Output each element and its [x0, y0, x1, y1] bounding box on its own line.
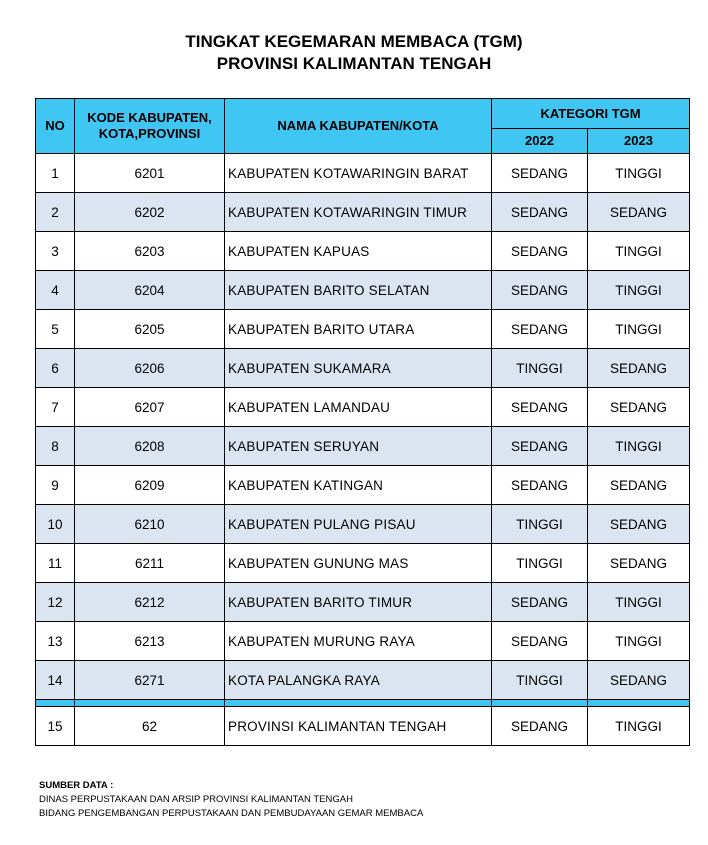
table-row	[36, 622, 690, 661]
cell-y2023: TINGGI	[588, 622, 690, 661]
cell-nama: KABUPATEN MURUNG RAYA	[225, 622, 492, 661]
cell-kode: 6204	[75, 271, 225, 310]
cell-y2022: SEDANG	[492, 583, 588, 622]
cell-y2022: TINGGI	[492, 661, 588, 700]
cell-y2022: SEDANG	[492, 154, 588, 193]
cell-no: 5	[36, 310, 75, 349]
cell-kode: 6211	[75, 544, 225, 583]
cell-nama: KABUPATEN LAMANDAU	[225, 388, 492, 427]
separator-cell	[36, 700, 75, 707]
cell-y2023: SEDANG	[588, 349, 690, 388]
cell-nama: KOTA PALANGKA RAYA	[225, 661, 492, 700]
cell-y2023: TINGGI	[588, 271, 690, 310]
cell-nama: KABUPATEN SERUYAN	[225, 427, 492, 466]
table-row	[36, 154, 690, 193]
table-row	[36, 349, 690, 388]
cell-nama: KABUPATEN GUNUNG MAS	[225, 544, 492, 583]
source-note	[39, 779, 423, 821]
cell-no: 1	[36, 154, 75, 193]
cell-y2023: SEDANG	[588, 466, 690, 505]
separator-cell	[75, 700, 225, 707]
cell-kode: 6271	[75, 661, 225, 700]
cell-nama: KABUPATEN KOTAWARINGIN TIMUR	[225, 193, 492, 232]
header-no: NO	[36, 99, 75, 154]
cell-nama: KABUPATEN BARITO UTARA	[225, 310, 492, 349]
table-row	[36, 310, 690, 349]
cell-y2023: SEDANG	[588, 388, 690, 427]
title-line-2: PROVINSI KALIMANTAN TENGAH	[216, 54, 492, 73]
table-row	[36, 232, 690, 271]
separator-cell	[492, 700, 588, 707]
table-row	[36, 505, 690, 544]
cell-kode: 6210	[75, 505, 225, 544]
cell-no: 11	[36, 544, 75, 583]
header-kategori: KATEGORI TGM	[492, 99, 690, 129]
cell-y2023: SEDANG	[588, 661, 690, 700]
source-line-2: BIDANG PENGEMBANGAN PERPUSTAKAAN DAN PEMBUDAYAAN GEMAR MEMBACA	[39, 808, 424, 819]
cell-kode: 6208	[75, 427, 225, 466]
header-2022: 2022	[492, 129, 588, 154]
cell-nama: KABUPATEN KATINGAN	[225, 466, 492, 505]
separator-cell	[225, 700, 492, 707]
title-line-1: TINGKAT KEGEMARAN MEMBACA (TGM)	[185, 32, 523, 51]
cell-y2022: SEDANG	[492, 427, 588, 466]
source-line-1: DINAS PERPUSTAKAAN DAN ARSIP PROVINSI KALIMANTAN TENGAH	[39, 794, 353, 805]
table-row	[36, 466, 690, 505]
cell-kode: 6213	[75, 622, 225, 661]
cell-y2022: TINGGI	[492, 544, 588, 583]
cell-y2022: SEDANG	[492, 310, 588, 349]
cell-y2023: TINGGI	[588, 310, 690, 349]
header-2023: 2023	[588, 129, 690, 154]
separator-row	[36, 700, 690, 707]
tgm-table	[35, 98, 690, 746]
cell-y2022: SEDANG	[492, 193, 588, 232]
cell-y2022: SEDANG	[492, 271, 588, 310]
cell-no: 14	[36, 661, 75, 700]
cell-y2023: TINGGI	[588, 583, 690, 622]
cell-y2022: SEDANG	[492, 466, 588, 505]
cell-kode: 6206	[75, 349, 225, 388]
table-row	[36, 193, 690, 232]
cell-no: 6	[36, 349, 75, 388]
cell-y2023: TINGGI	[588, 707, 690, 746]
cell-no: 12	[36, 583, 75, 622]
cell-no: 4	[36, 271, 75, 310]
cell-nama: KABUPATEN KOTAWARINGIN BARAT	[225, 154, 492, 193]
cell-kode: 6209	[75, 466, 225, 505]
cell-nama: KABUPATEN BARITO SELATAN	[225, 271, 492, 310]
cell-no: 13	[36, 622, 75, 661]
cell-nama: KABUPATEN KAPUAS	[225, 232, 492, 271]
cell-no: 15	[36, 707, 75, 746]
cell-y2022: SEDANG	[492, 232, 588, 271]
cell-no: 8	[36, 427, 75, 466]
cell-kode: 6205	[75, 310, 225, 349]
cell-kode: 6212	[75, 583, 225, 622]
table-row	[36, 388, 690, 427]
cell-no: 10	[36, 505, 75, 544]
cell-kode: 6203	[75, 232, 225, 271]
source-label: SUMBER DATA :	[39, 780, 114, 791]
cell-kode: 6207	[75, 388, 225, 427]
cell-no: 9	[36, 466, 75, 505]
table-row	[36, 661, 690, 700]
page-title	[0, 31, 708, 75]
cell-kode: 62	[75, 707, 225, 746]
cell-y2022: SEDANG	[492, 622, 588, 661]
cell-kode: 6202	[75, 193, 225, 232]
header-nama: NAMA KABUPATEN/KOTA	[225, 99, 492, 154]
cell-no: 2	[36, 193, 75, 232]
cell-y2022: SEDANG	[492, 388, 588, 427]
cell-no: 3	[36, 232, 75, 271]
separator-cell	[588, 700, 690, 707]
cell-y2023: SEDANG	[588, 505, 690, 544]
cell-nama: KABUPATEN PULANG PISAU	[225, 505, 492, 544]
table-row	[36, 583, 690, 622]
cell-y2022: TINGGI	[492, 349, 588, 388]
cell-kode: 6201	[75, 154, 225, 193]
cell-nama: PROVINSI KALIMANTAN TENGAH	[225, 707, 492, 746]
table-row	[36, 271, 690, 310]
table-row	[36, 544, 690, 583]
cell-y2022: SEDANG	[492, 707, 588, 746]
header-kode: KODE KABUPATEN, KOTA,PROVINSI	[75, 99, 225, 154]
table-body	[36, 154, 690, 746]
table-row	[36, 707, 690, 746]
cell-y2023: TINGGI	[588, 154, 690, 193]
cell-nama: KABUPATEN BARITO TIMUR	[225, 583, 492, 622]
cell-y2023: TINGGI	[588, 427, 690, 466]
cell-nama: KABUPATEN SUKAMARA	[225, 349, 492, 388]
cell-no: 7	[36, 388, 75, 427]
cell-y2023: TINGGI	[588, 232, 690, 271]
table-row	[36, 427, 690, 466]
cell-y2023: SEDANG	[588, 193, 690, 232]
cell-y2023: SEDANG	[588, 544, 690, 583]
cell-y2022: TINGGI	[492, 505, 588, 544]
